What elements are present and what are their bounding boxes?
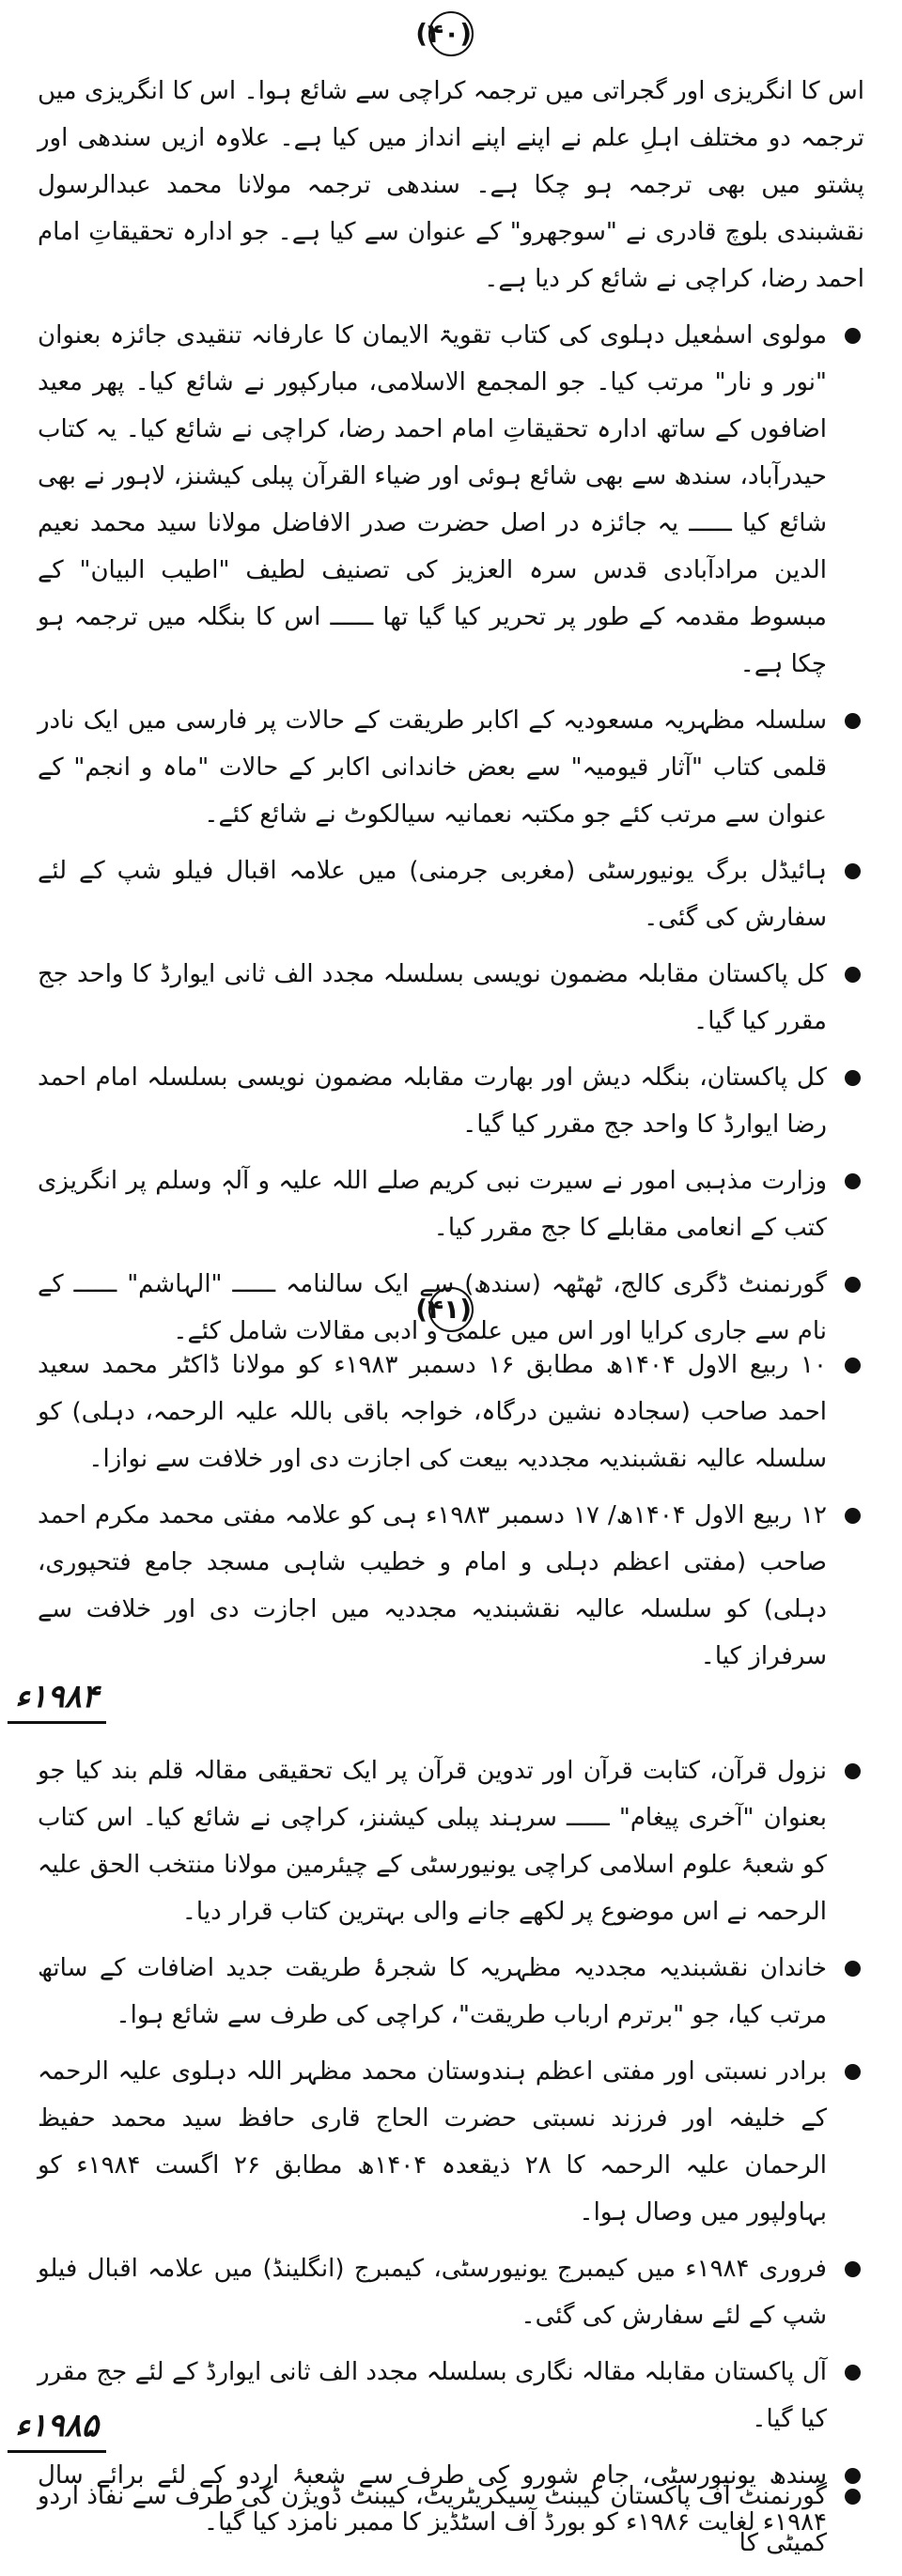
list-item: گورنمنٹ آف پاکستان کیبنٹ سیکریٹریٹ، کیبنٹ ڈویژن کی طرف سے نفاذ اردو کمیٹی کا bbox=[38, 2473, 864, 2567]
year-marker-1985: ۱۹۸۵ء bbox=[8, 2407, 106, 2453]
bullet-icon bbox=[845, 863, 861, 879]
bullet-icon bbox=[845, 1961, 861, 1977]
list-item: کل پاکستان، بنگلہ دیش اور بھارت مقابلہ مضمون نویسی بسلسلہ امام احمد رضا ایوارڈ کا واحد جج مقرر کیا گیا۔ bbox=[38, 1054, 864, 1148]
list-item: سندھ یونیورسٹی، جام شورو کی طرف سے شعبۂ اردو کے لئے برائے سال ۱۹۸۴ء لغایت ۱۹۸۶ء کو بورڈ آف اسٹڈیز کا ممبر نامزد کیا گیا۔ bbox=[38, 2452, 864, 2546]
bullet-icon bbox=[845, 1358, 861, 1373]
bullet-icon bbox=[845, 1070, 861, 1086]
list-item: فروری ۱۹۸۴ء میں کیمبرج یونیورسٹی، کیمبرج (انگلینڈ) میں علامہ اقبال فیلو شپ کے لئے سفارش کی گئی۔ bbox=[38, 2245, 864, 2339]
bullet-icon bbox=[845, 2064, 861, 2080]
bullet-icon bbox=[845, 2365, 861, 2381]
list-item: ۱۲ ربیع الاول ۱۴۰۴ھ/ ۱۷ دسمبر ۱۹۸۳ء ہی کو علامہ مفتی محمد مکرم احمد صاحب (مفتی اعظم دہلی و امام و خطیب شاہی مسجد جامع فتحپوری، دہلی) کو سلسلہ عالیہ نقشبندیہ مجددیہ میں اجازت دی اور خلافت سے سرفراز کیا۔ bbox=[38, 1492, 864, 1680]
page-number-second: (۴۱) bbox=[0, 1287, 902, 1332]
year-marker-1984: ۱۹۸۴ء bbox=[8, 1678, 106, 1724]
list-item: گورنمنٹ ڈگری کالج، ٹھٹھہ (سندھ) سے ایک سالنامہ ــــــ "الہاشم" ــــــ کے نام سے جاری کرایا اور اس میں علمی و ادبی مقالات شامل کئے۔ bbox=[38, 1261, 864, 1355]
bullet-icon bbox=[845, 2261, 861, 2277]
page-number-top: (۴۰) bbox=[0, 11, 902, 56]
bullet-icon bbox=[845, 1173, 861, 1189]
bullet-icon bbox=[845, 328, 861, 344]
bullet-icon bbox=[845, 1508, 861, 1524]
list-item: کل پاکستان مقابلہ مضمون نویسی بسلسلہ مجدد الف ثانی ایوارڈ کا واحد جج مقرر کیا گیا۔ bbox=[38, 951, 864, 1045]
list-item: ۱۰ ربیع الاول ۱۴۰۴ھ مطابق ۱۶ دسمبر ۱۹۸۳ء کو مولانا ڈاکٹر محمد سعید احمد صاحب (سجادہ نشین درگاہ، خواجہ باقی باللہ علیہ الرحمہ، دہلی) کو سلسلہ عالیہ نقشبندیہ مجددیہ بیعت کی اجازت دی اور خلافت سے نوازا۔ bbox=[38, 1342, 864, 1482]
bullet-icon bbox=[845, 1763, 861, 1779]
list-item: سلسلہ مظہریہ مسعودیہ کے اکابر طریقت کے حالات پر فارسی میں ایک نادر قلمی کتاب "آثار قیومیہ" سے بعض خاندانی اکابر کے حالات "ماہ و انجم" کے عنوان سے مرتب کئے جو مکتبہ نعمانیہ سیالکوٹ نے شائع کئے۔ bbox=[38, 697, 864, 838]
intro-paragraph: اس کا انگریزی اور گجراتی میں ترجمہ کراچی سے شائع ہوا۔ اس کا انگریزی میں ترجمہ دو مختلف اہلِ علم نے اپنے اپنے انداز میں کیا ہے۔ علاوہ ازیں سندھی اور پشتو میں بھی ترجمہ ہو چکا ہے۔ سندھی ترجمہ مولانا محمد عبدالرسول نقشبندی بلوچ قادری نے "سوجھرو" کے عنوان سے کیا ہے۔ جو ادارہ تحقیقاتِ امام احمد رضا، کراچی نے شائع کر دیا ہے۔ bbox=[38, 77, 864, 293]
section-1985 bbox=[38, 2473, 864, 2576]
list-item: وزارت مذہبی امور نے سیرت نبی کریم صلے اللہ علیہ و آلہٖ وسلم پر انگریزی کتب کے انعامی مقابلے کا جج مقرر کیا۔ bbox=[38, 1157, 864, 1251]
bullet-icon bbox=[845, 967, 861, 983]
list-item: خاندان نقشبندیہ مجددیہ مظہریہ کا شجرۂ طریقت جدید اضافات کے ساتھ مرتب کیا، جو "برترم ارباب طریقت"، کراچی کی طرف سے شائع ہوا۔ bbox=[38, 1945, 864, 2039]
list-item: ہائیڈل برگ یونیورسٹی (مغربی جرمنی) میں علامہ اقبال فیلو شپ کے لئے سفارش کی گئی۔ bbox=[38, 847, 864, 941]
list-item: آل پاکستان مقابلہ مقالہ نگاری بسلسلہ مجدد الف ثانی ایوارڈ کے لئے جج مقرر کیا گیا۔ bbox=[38, 2349, 864, 2443]
section-page-40 bbox=[38, 68, 864, 1364]
section-page-41 bbox=[38, 1342, 864, 1689]
section-1984 bbox=[38, 1747, 864, 2555]
list-item: نزول قرآن، کتابت قرآن اور تدوین قرآن پر ایک تحقیقی مقالہ قلم بند کیا جو بعنوان "آخری پیغام" ــــــ سرہند پبلی کیشنز، کراچی نے شائع کیا۔ اس کتاب کو شعبۂ علوم اسلامی کراچی یونیورسٹی کے چیئرمین مولانا منتخب الحق علیہ الرحمہ نے اس موضوع پر لکھے جانے والی بہترین کتاب قرار دیا۔ bbox=[38, 1747, 864, 1935]
list-item: برادر نسبتی اور مفتی اعظم ہندوستان محمد مظہر اللہ دہلوی علیہ الرحمہ کے خلیفہ اور فرزند نسبتی حضرت الحاج قاری حافظ سید محمد حفیظ الرحمان علیہ الرحمہ کا ۲۸ ذیقعدہ ۱۴۰۴ھ مطابق ۲۶ اگست ۱۹۸۴ء کو بہاولپور میں وصال ہوا۔ bbox=[38, 2048, 864, 2236]
bullet-icon bbox=[845, 713, 861, 729]
list-item: مولوی اسمٰعیل دہلوی کی کتاب تقویۃ الایمان کا عارفانہ تنقیدی جائزہ بعنوان "نور و نار" مرتب کیا۔ جو المجمع الاسلامی، مبارکپور نے شائع کیا۔ پھر معید اضافوں کے ساتھ ادارہ تحقیقاتِ امام احمد رضا، کراچی نے شائع کیا۔ یہ کتاب حیدرآباد، سندھ سے بھی شائع ہوئی اور ضیاء القرآن پبلی کیشنز، لاہور نے بھی شائع کیا ــــــ یہ جائزہ در اصل حضرت صدر الافاضل مولانا سید محمد نعیم الدین مرادآبادی قدس سرہ العزیز کی تصنیف لطیف "اطیب البیان" کے مبسوط مقدمہ کے طور پر تحریر کیا گیا تھا ــــــ اس کا بنگلہ میں ترجمہ ہو چکا ہے۔ bbox=[38, 312, 864, 688]
bullet-icon bbox=[845, 2489, 861, 2505]
